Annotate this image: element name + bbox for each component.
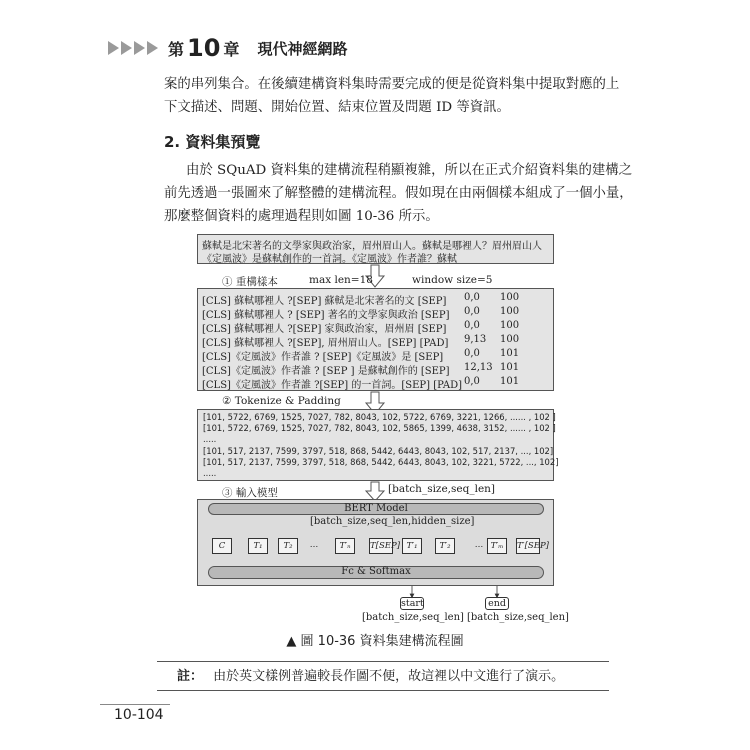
token-cell: T′[SEP]	[516, 538, 540, 554]
token-id-line: [101, 517, 2137, 7599, 3797, 518, 868, 5442, 6443, 8043, 102, 517, 2137, ..., 102]	[203, 445, 554, 456]
paragraph-line: 那麼整個資料的處理過程則如圖 10-36 所示。	[164, 209, 439, 224]
paragraph-line: 案的串列集合。在後續建構資料集時需要完成的便是從資料集中提取對應的上	[164, 77, 620, 92]
note-text: 由於英文樣例普遍較長作圖不便，故這裡以中文進行了演示。	[213, 669, 565, 684]
step1-label: ① 重構樣本	[222, 276, 278, 288]
sample-position: 9,13	[464, 334, 487, 345]
fc-label: Fc & Softmax	[341, 566, 411, 577]
chapter-number: 10	[187, 34, 221, 62]
shape-label: [batch_size,seq_len]	[388, 483, 496, 495]
token-ellipsis: …	[474, 540, 484, 550]
token-cell: T′ₙ	[335, 538, 355, 554]
token-cell: T[SEP]	[369, 538, 393, 554]
end-shape-label: [batch_size,seq_len]	[467, 612, 569, 623]
token-cell: T′ₘ	[487, 538, 507, 554]
sample-id: 101	[500, 362, 520, 373]
sample-position: 0,0	[464, 320, 480, 331]
sample-text: [CLS]《定風波》作者誰 ? [SEP ] 是蘇軾創作的 [SEP]	[202, 366, 450, 377]
sample-id: 100	[500, 334, 520, 345]
token-id-line: [101, 5722, 6769, 1525, 7027, 782, 8043, 102, 5865, 1399, 4638, 3152, ...... , 102 ]	[203, 423, 556, 434]
start-shape-label: [batch_size,seq_len]	[362, 612, 464, 623]
start-output: start	[401, 598, 424, 609]
token-cell: T′₂	[435, 538, 455, 554]
input-line: 《定風波》是蘇軾創作的一首詞。《定風波》作者誰？蘇軾	[202, 254, 457, 265]
chapter-suffix: 章	[223, 39, 240, 59]
bert-model-bar	[208, 503, 544, 515]
page-number: 10-104	[114, 707, 164, 723]
token-cell: T′₁	[402, 538, 422, 554]
hidden-shape-label: [batch_size,seq_len,hidden_size]	[310, 516, 475, 527]
sample-id: 100	[500, 306, 520, 317]
window-size-label: window size=5	[412, 274, 493, 286]
step3-label: ③ 輸入模型	[222, 487, 278, 499]
sample-text: [CLS]《定風波》作者誰 ?[SEP] 的一首詞。[SEP] [PAD]	[202, 380, 463, 391]
input-sample-box	[197, 234, 554, 264]
bert-label: BERT Model	[344, 503, 408, 514]
sample-position: 0,0	[464, 348, 480, 359]
note-label: 註：	[177, 669, 204, 684]
input-line: 蘇軾是北宋著名的文學家與政治家，眉州眉山人。蘇軾是哪裡人？眉州眉山人	[202, 241, 542, 252]
sample-position: 0,0	[464, 376, 480, 387]
sample-id: 101	[500, 348, 520, 359]
token-cell: T₂	[278, 538, 298, 554]
chapter-title: 現代神經網路	[257, 39, 348, 58]
token-cell: T₁	[248, 538, 268, 554]
sample-text: [CLS]《定風波》作者誰 ? [SEP]《定風波》是 [SEP]	[202, 352, 444, 363]
figure-caption: ▲ 圖 10-36 資料集建構流程圖	[286, 634, 464, 649]
token-id-line: .....	[203, 468, 217, 478]
note-box	[157, 661, 609, 691]
token-id-line: [101, 517, 2137, 7599, 3797, 518, 868, 5442, 6443, 8043, 102, 3221, 5722, ..., 102]	[203, 456, 559, 467]
paragraph-line: 由於 SQuAD 資料集的建構流程稍顯複雜，所以在正式介紹資料集的建構之	[186, 163, 633, 178]
sample-id: 101	[500, 376, 520, 387]
max-len-label: max len=18	[309, 274, 373, 286]
sample-position: 0,0	[464, 292, 480, 303]
paragraph-line: 下文描述、問題、開始位置、結束位置及問題 ID 等資訊。	[164, 100, 510, 115]
sample-position: 0,0	[464, 306, 480, 317]
token-id-line: .....	[203, 434, 217, 445]
token-cell: C	[212, 538, 232, 554]
token-ellipsis: …	[309, 540, 319, 550]
sample-text: [CLS] 蘇軾哪裡人 ? [SEP] 著名的文學家與政治 [SEP]	[202, 310, 450, 321]
sample-text: [CLS] 蘇軾哪裡人 ?[SEP] 蘇軾是北宋著名的文 [SEP]	[202, 296, 447, 307]
sample-text: [CLS] 蘇軾哪裡人 ?[SEP] 家與政治家，眉州眉 [SEP]	[202, 324, 447, 335]
fc-softmax-bar	[208, 566, 544, 579]
end-output: end	[485, 597, 509, 610]
samples-box	[197, 288, 554, 391]
step2-label: ② Tokenize & Padding	[222, 395, 341, 407]
sample-position: 12,13	[464, 362, 493, 373]
sample-id: 100	[500, 320, 520, 331]
sample-id: 100	[500, 292, 520, 303]
sample-text: [CLS] 蘇軾哪裡人 ?[SEP], 眉州眉山人。[SEP] [PAD]	[202, 338, 449, 349]
paragraph-line: 前先透過一張圖來了解整體的建構流程。假如現在由兩個樣本組成了一個小量，	[164, 186, 633, 201]
tokens-box	[197, 409, 559, 481]
token-id-line: [101, 5722, 6769, 1525, 7027, 782, 8043, 102, 5722, 6769, 3221, 1266, ...... , 102 ]	[203, 412, 556, 422]
section-title: 2. 資料集預覽	[164, 133, 261, 151]
page-number-rule	[100, 704, 170, 705]
chapter-prefix: 第	[168, 39, 185, 59]
